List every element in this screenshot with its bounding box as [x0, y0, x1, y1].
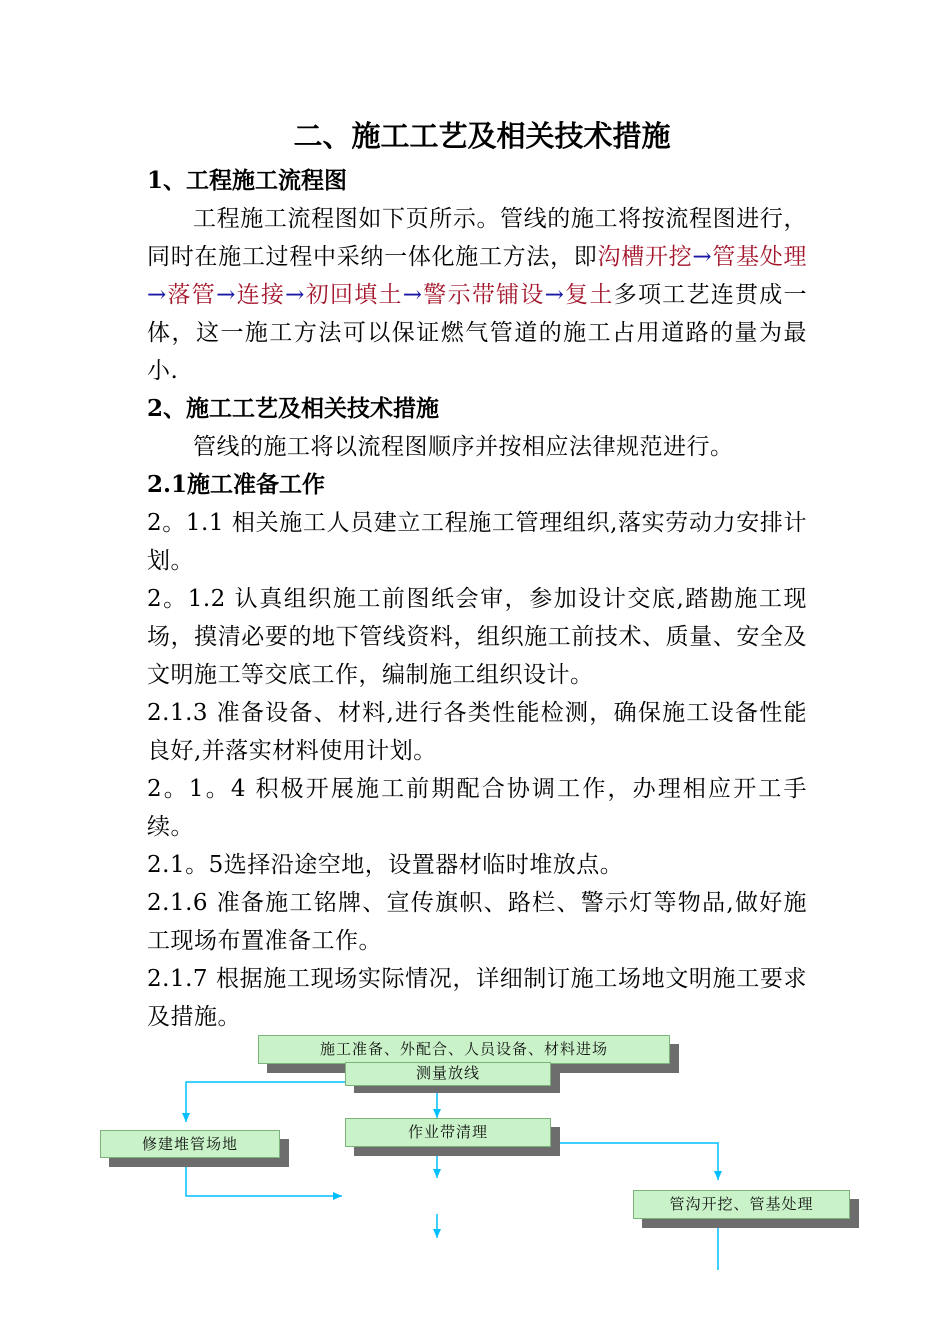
connector-clear-to-trench [550, 1143, 718, 1180]
step-arrow: → [692, 244, 713, 270]
connector-prep-to-yard [186, 1082, 345, 1122]
list-item: 2.1.6 准备施工铭牌、宣传旗帜、路栏、警示灯等物品,做好施工现场布置准备工作。 [147, 890, 807, 954]
step-7: 复土 [564, 282, 614, 308]
section-1-paragraph [147, 200, 807, 390]
page-title: 二、施工工艺及相关技术措施 [293, 119, 671, 153]
step-2: 管基处理 [712, 244, 808, 270]
step-arrow: → [147, 282, 167, 308]
section-1-intro: 工程施工流程图如下页所示。管线的施工将按流程图进行，同时在施工过程中采纳一体化施工方法，即 [147, 206, 807, 270]
connector-yard-down [186, 1160, 342, 1196]
step-5: 初回填土 [304, 282, 403, 308]
list-item: 2.1.3 准备设备、材料,进行各类性能检测，确保施工设备性能良好,并落实材料使用计划。 [147, 700, 807, 764]
flow-box-yard: 修建堆管场地 [100, 1130, 280, 1158]
list-item: 2.1。5选择沿途空地，设置器材临时堆放点。 [147, 852, 624, 878]
step-arrow: → [544, 282, 565, 308]
list-item: 2。1.2 认真组织施工前图纸会审，参加设计交底,踏勘施工现场，摸清必要的地下管线资料，组织施工前技术、质量、安全及文明施工等交底工作，编制施工组织设计。 [147, 586, 807, 688]
step-arrow: → [216, 282, 236, 308]
flow-box-survey: 测量放线 [345, 1062, 551, 1086]
document-body [147, 110, 807, 1036]
step-arrow: → [402, 282, 423, 308]
list-item: 2.1.7 根据施工现场实际情况，详细制订施工场地文明施工要求及措施。 [147, 966, 807, 1030]
step-arrow: → [285, 282, 305, 308]
list-item: 2。1。4 积极开展施工前期配合协调工作，办理相应开工手续。 [147, 776, 807, 840]
section-1-closing: 多项工艺连贯成一体，这一施工方法可以保证燃气管道的施工占用道路的量为最小. [147, 282, 808, 384]
section-1-heading: 1、工程施工流程图 [147, 167, 348, 194]
flow-box-prep: 施工准备、外配合、人员设备、材料进场 [258, 1035, 670, 1064]
step-6: 警示带铺设 [422, 282, 545, 308]
step-3: 落管 [166, 282, 217, 308]
flow-box-trench: 管沟开挖、管基处理 [633, 1190, 850, 1219]
list-item: 2。1.1 相关施工人员建立工程施工管理组织,落实劳动力安排计划。 [147, 510, 807, 574]
section-2-heading: 2、施工工艺及相关技术措施 [147, 395, 440, 422]
step-1: 沟槽开挖 [597, 244, 693, 270]
section-2-1-heading: 2.1施工准备工作 [147, 471, 326, 498]
section-2-paragraph: 管线的施工将以流程图顺序并按相应法律规范进行。 [193, 434, 734, 460]
step-4: 连接 [235, 282, 286, 308]
flow-box-clear: 作业带清理 [345, 1118, 551, 1147]
